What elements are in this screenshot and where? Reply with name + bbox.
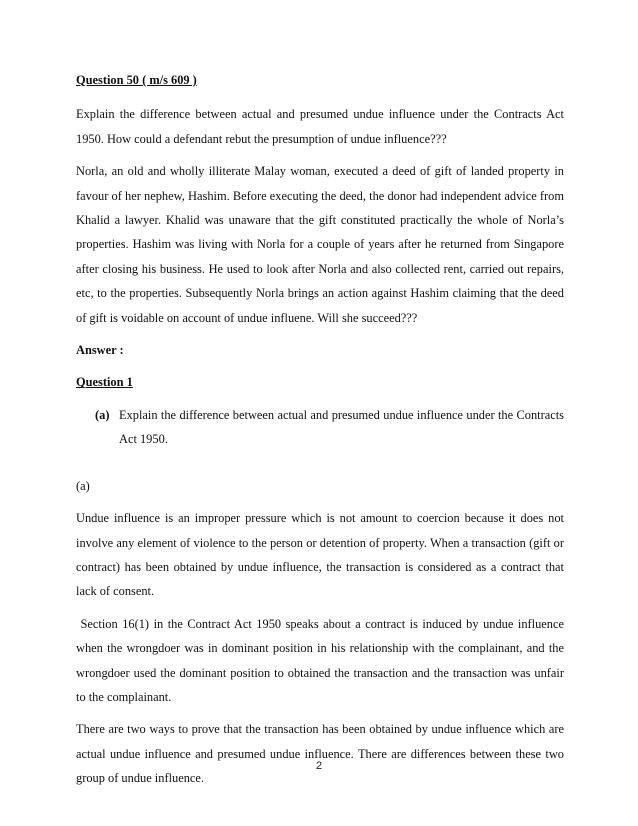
scenario-paragraph: Norla, an old and wholly illiterate Malay woman, executed a deed of gift of landed property in favour of her nephew, Hashim. Before executing the deed, the donor had independent advice from Khalid a lawyer. Khalid was unaware that the gift constituted practically the whole of Norla’s properties. Hashim was living with Norla for a couple of years after he returned from Singapore after closing his business. He used to look after Norla and also collected rent, carried out repairs, etc, to the properties. Subsequently Norla brings an action against Hashim claiming that the deed of gift is voidable on account of undue influene. Will she succeed??? <box>76 164 564 325</box>
answer-paragraph: Section 16(1) in the Contract Act 1950 speaks about a contract is induced by undue influence when the wrongdoer was in dominant position in his relationship with the complainant, and the wrongdoer used the dominant position to obtained the transaction and the transaction was unfair to the complainant. <box>76 616 568 704</box>
answer-paragraph: Undue influence is an improper pressure which is not amount to coercion because it does not involve any element of violence to the person or detention of property. When a transaction (gift or contract) has been obtained by undue influence, the transaction is considered as a contract that lack of consent. <box>76 511 564 599</box>
sub-question-marker: (a) <box>95 407 110 422</box>
question-heading: Question 50 ( m/s 609 ) <box>76 73 197 87</box>
answer-question-heading: Question 1 <box>76 375 133 390</box>
page-number: 2 <box>315 760 323 772</box>
sub-question <box>95 403 564 452</box>
section-marker: (a) <box>76 478 90 493</box>
document-body <box>76 68 568 791</box>
question-paragraph: Explain the difference between actual and presumed undue influence under the Contracts Act 1950. How could a defendant rebut the presumption of undue influence??? <box>76 107 564 146</box>
answer-heading: Answer : <box>76 343 124 358</box>
answer-paragraph: There are two ways to prove that the transaction has been obtained by undue influence which are actual undue influence and presumed undue influence. There are differences between these two group of undue influence. <box>76 722 564 786</box>
sub-question-text: Explain the difference between actual and presumed undue influence under the Contracts Act 1950. <box>119 407 564 447</box>
